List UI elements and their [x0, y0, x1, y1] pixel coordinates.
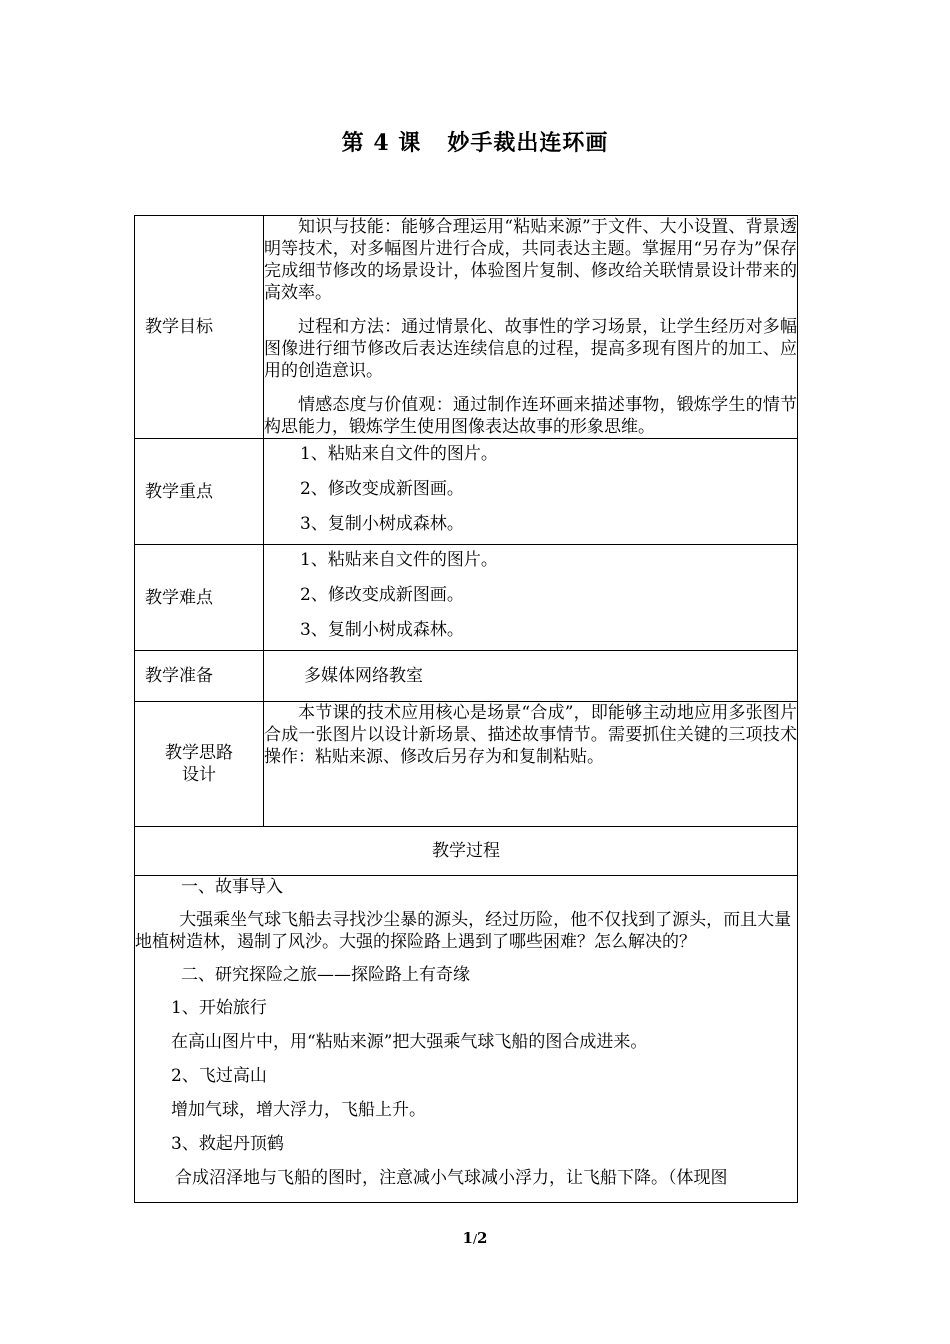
design-row [135, 702, 798, 827]
process-body-row [135, 876, 798, 1203]
page-number [0, 1229, 950, 1247]
objective-knowledge: 知识与技能：能够合理运用“粘贴来源”于文件、大小设置、背景透明等技术，对多幅图片进行合成，共同表达主题。掌握用“另存为”保存完成细节修改的场景设计，体验图片复制、修改给关联情景设计带来的高效率。 [264, 217, 797, 303]
preparation-content [264, 651, 798, 702]
difficulties-row [135, 545, 798, 651]
section-heading-explore: 二、研究探险之旅——探险路上有奇缘 [181, 965, 470, 985]
key-point-item: 2、修改变成新图画。 [300, 479, 464, 499]
difficulties-label: 教学难点 [135, 545, 264, 651]
key-points-label: 教学重点 [135, 439, 264, 545]
design-label-line1: 教学思路 [165, 743, 233, 763]
difficulty-item: 1、粘贴来自文件的图片。 [300, 550, 498, 570]
preparation-value: 多媒体网络教室 [304, 666, 423, 686]
preparation-label: 教学准备 [135, 651, 264, 702]
step-3-title: 3、救起丹顶鹤 [171, 1134, 284, 1154]
step-1-text: 在高山图片中，用“粘贴来源”把大强乘气球飞船的图合成进来。 [171, 1032, 648, 1052]
page-separator: / [472, 1232, 478, 1246]
lesson-plan-table [134, 215, 798, 1203]
design-label [135, 702, 264, 827]
page-title [0, 126, 950, 157]
design-content [264, 702, 798, 827]
process-body [135, 876, 798, 1203]
objective-attitude: 情感态度与价值观：通过制作连环画来描述事物，锻炼学生的情节构思能力，锻炼学生使用图像表达故事的形象思维。 [264, 395, 797, 437]
step-2-text: 增加气球，增大浮力，飞船上升。 [171, 1100, 426, 1120]
preparation-row [135, 651, 798, 702]
key-point-item: 1、粘贴来自文件的图片。 [300, 444, 498, 464]
design-text: 本节课的技术应用核心是场景“合成”，即能够主动地应用多张图片合成一张图片以设计新场景、描述故事情节。需要抓住关键的三项技术操作：粘贴来源、修改后另存为和复制粘贴。 [264, 703, 797, 767]
total-pages: 2 [477, 1229, 488, 1247]
step-1-title: 1、开始旅行 [171, 998, 267, 1018]
lesson-name: 妙手裁出连环画 [447, 130, 609, 156]
step-2-title: 2、飞过高山 [171, 1066, 267, 1086]
objectives-label: 教学目标 [135, 216, 264, 439]
process-heading-row [135, 827, 798, 876]
difficulty-item: 2、修改变成新图画。 [300, 585, 464, 605]
key-points-row [135, 439, 798, 545]
difficulty-item: 3、复制小树成森林。 [300, 620, 464, 640]
lesson-number: 第 4 课 [341, 130, 422, 156]
key-point-item: 3、复制小树成森林。 [300, 514, 464, 534]
current-page: 1 [462, 1229, 473, 1247]
process-heading: 教学过程 [135, 827, 798, 876]
difficulties-content [264, 545, 798, 651]
section-heading-intro: 一、故事导入 [181, 877, 283, 897]
key-points-content [264, 439, 798, 545]
objectives-row [135, 216, 798, 439]
intro-paragraph: 大强乘坐气球飞船去寻找沙尘暴的源头，经过历险，他不仅找到了源头，而且大量地植树造林，遏制了风沙。大强的探险路上遇到了哪些困难？怎么解决的？ [135, 910, 792, 952]
objective-process: 过程和方法：通过情景化、故事性的学习场景，让学生经历对多幅图像进行细节修改后表达连续信息的过程，提高多现有图片的加工、应用的创造意识。 [264, 317, 797, 381]
step-3-text: 合成沼泽地与飞船的图时，注意减小气球减小浮力，让飞船下降。（体现图 [175, 1168, 728, 1188]
design-label-line2: 设计 [182, 765, 216, 785]
objectives-content [264, 216, 798, 439]
